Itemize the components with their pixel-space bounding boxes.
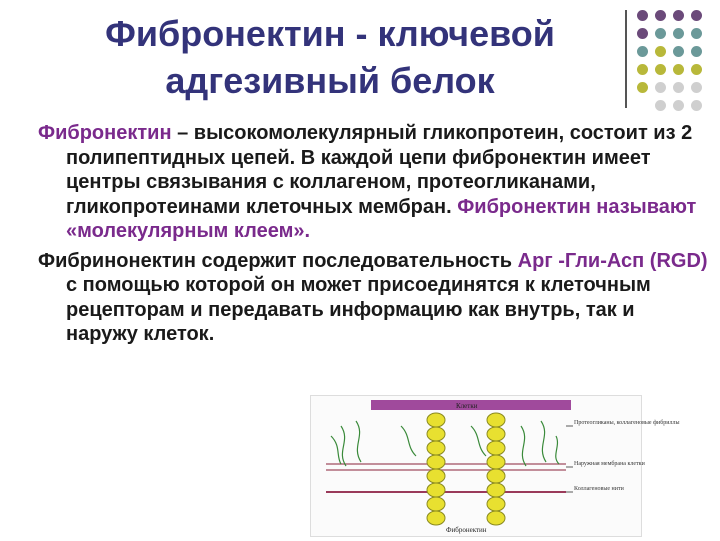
legend-proteoglycans: Протеогликаны, коллагеновые фибриллы xyxy=(574,420,680,426)
cells-label: Клетки xyxy=(456,402,478,410)
decor-dot xyxy=(637,10,648,21)
proteoglycan-fibrils-left xyxy=(331,421,361,466)
decor-dot xyxy=(655,100,666,111)
fibronectin-diagram xyxy=(310,395,680,537)
title-line-1: Фибронектин - ключевой xyxy=(105,13,555,54)
term-fibronectin: Фибронектин xyxy=(38,122,172,144)
title-line-2: адгезивный белок xyxy=(165,60,495,101)
paragraph-2-end: с помощью которой он может присоединятся к клеточным рецепторам и передавать информацию как внутрь, так и наружу клеток. xyxy=(66,274,651,345)
highlight-molecular-glue: Фибронектин называют «молекулярным клеем». xyxy=(66,195,697,242)
decor-dot xyxy=(673,100,684,111)
slide-title xyxy=(40,10,620,104)
decor-dot xyxy=(673,46,684,57)
fibronectin-chain-left xyxy=(427,413,445,525)
decor-dot xyxy=(691,100,702,111)
decor-dot xyxy=(691,10,702,21)
paragraph-2 xyxy=(38,249,708,347)
decor-dot xyxy=(655,82,666,93)
decor-dot xyxy=(673,82,684,93)
decor-dot xyxy=(691,82,702,93)
paragraph-1 xyxy=(38,121,708,244)
fibronectin-label: Фибронектин xyxy=(446,526,487,534)
highlight-rgd: Арг -Гли-Асп (RGD) xyxy=(517,249,708,272)
decor-dot xyxy=(691,46,702,57)
decor-dot xyxy=(637,64,648,75)
decor-divider xyxy=(625,10,627,108)
fibronectin-diagram-svg xyxy=(311,396,680,536)
fibronectin-chain-right xyxy=(487,413,505,525)
decor-dot xyxy=(655,64,666,75)
decor-dot xyxy=(655,28,666,39)
decor-dot xyxy=(637,28,648,39)
paragraph-1-text: – высокомолекулярный гликопротеин, состоит из 2 полипептидных цепей. В каждой цепи фибронектин имеет центры связывания с коллагеном, протеогликанами, гликопротеинами клеточных мембран. xyxy=(66,122,693,218)
paragraph-2-start: Фибринонектин содержит последовательность xyxy=(38,249,518,272)
proteoglycan-fibrils-right xyxy=(521,421,559,466)
slide-body xyxy=(38,121,708,352)
decor-dot xyxy=(691,28,702,39)
decor-dot xyxy=(655,46,666,57)
decor-dot xyxy=(691,64,702,75)
legend-outer-membrane: Наружная мембрана клетки xyxy=(574,461,645,467)
decor-dot xyxy=(637,82,648,93)
decor-dot xyxy=(673,28,684,39)
decor-dot xyxy=(655,10,666,21)
decor-dot xyxy=(637,46,648,57)
decor-dot xyxy=(673,10,684,21)
decor-dot xyxy=(673,64,684,75)
legend-collagen: Коллагеновые нити xyxy=(574,486,624,492)
